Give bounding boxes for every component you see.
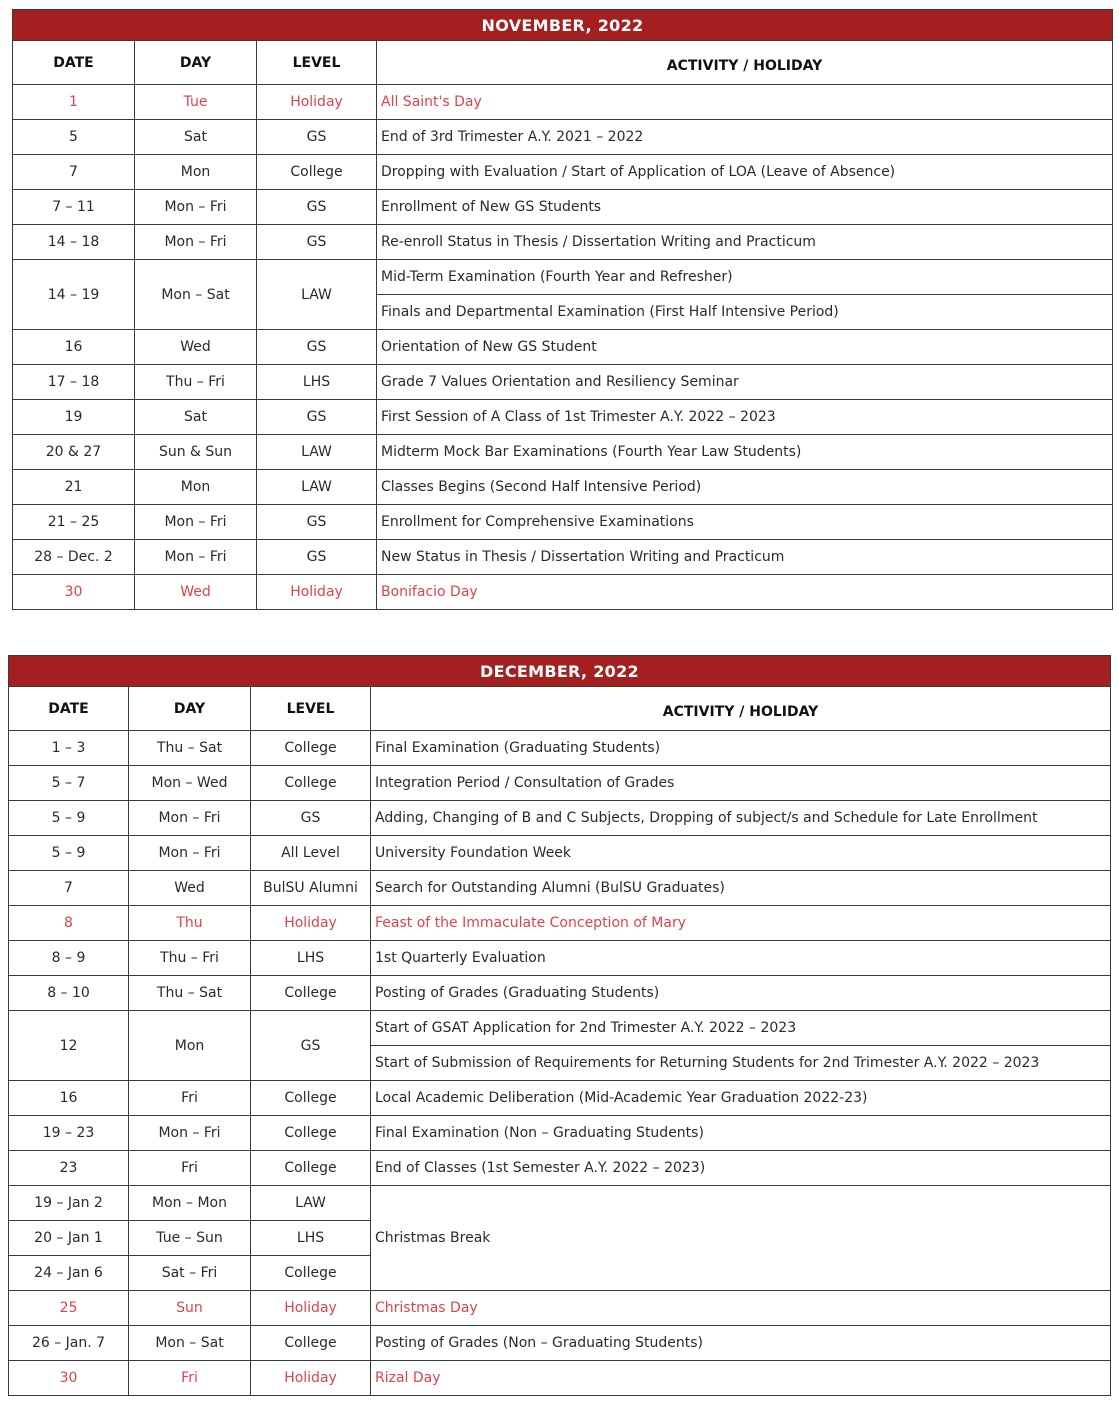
date-cell: 7 – 11: [13, 190, 135, 225]
level-cell: GS: [251, 1011, 371, 1081]
level-cell: GS: [257, 330, 377, 365]
day-cell: Wed: [129, 871, 251, 906]
activity-cell: Christmas Break: [371, 1186, 1111, 1291]
level-cell: LAW: [257, 260, 377, 330]
level-cell: LAW: [257, 470, 377, 505]
level-cell: College: [251, 1326, 371, 1361]
day-cell: Mon: [135, 155, 257, 190]
table-row: [9, 1116, 1111, 1151]
date-cell: 20 & 27: [13, 435, 135, 470]
date-cell: 30: [9, 1361, 129, 1396]
activity-cell: Dropping with Evaluation / Start of Application of LOA (Leave of Absence): [377, 155, 1113, 190]
level-cell: BulSU Alumni: [251, 871, 371, 906]
date-cell: 23: [9, 1151, 129, 1186]
day-cell: Sun & Sun: [135, 435, 257, 470]
level-cell: GS: [257, 540, 377, 575]
table-row: [13, 225, 1113, 260]
holiday-row: [13, 85, 1113, 120]
day-cell: Tue – Sun: [129, 1221, 251, 1256]
activity-cell: Local Academic Deliberation (Mid-Academic Year Graduation 2022-23): [371, 1081, 1111, 1116]
table-row: [9, 801, 1111, 836]
date-cell: 14 – 18: [13, 225, 135, 260]
table-row: [9, 1186, 1111, 1221]
date-cell: 19 – 23: [9, 1116, 129, 1151]
activity-cell: End of 3rd Trimester A.Y. 2021 – 2022: [377, 120, 1113, 155]
day-column-header: DAY: [129, 687, 251, 731]
day-cell: Mon – Sat: [129, 1326, 251, 1361]
activity-column-header: ACTIVITY / HOLIDAY: [377, 41, 1113, 85]
day-cell: Sat: [135, 120, 257, 155]
activity-cell: Adding, Changing of B and C Subjects, Dropping of subject/s and Schedule for Late Enrollment: [371, 801, 1111, 836]
activity-cell: Search for Outstanding Alumni (BulSU Graduates): [371, 871, 1111, 906]
table-row: [13, 365, 1113, 400]
day-cell: Mon: [135, 470, 257, 505]
level-cell: GS: [257, 120, 377, 155]
day-cell: Thu – Fri: [135, 365, 257, 400]
level-cell: College: [251, 1151, 371, 1186]
activity-cell: 1st Quarterly Evaluation: [371, 941, 1111, 976]
date-cell: 28 – Dec. 2: [13, 540, 135, 575]
table-row: [9, 836, 1111, 871]
date-column-header: DATE: [9, 687, 129, 731]
level-cell: College: [251, 731, 371, 766]
day-cell: Sat: [135, 400, 257, 435]
table-row: [13, 190, 1113, 225]
day-cell: Thu – Sat: [129, 976, 251, 1011]
date-cell: 5 – 9: [9, 836, 129, 871]
day-cell: Wed: [135, 330, 257, 365]
level-cell: GS: [251, 801, 371, 836]
level-cell: College: [251, 766, 371, 801]
month-title: NOVEMBER, 2022: [13, 10, 1113, 41]
date-cell: 16: [13, 330, 135, 365]
date-cell: 1 – 3: [9, 731, 129, 766]
level-cell: College: [251, 1081, 371, 1116]
day-cell: Thu – Sat: [129, 731, 251, 766]
level-cell: Holiday: [251, 1361, 371, 1396]
date-cell: 8 – 9: [9, 941, 129, 976]
table-row: [13, 260, 1113, 295]
day-cell: Mon – Fri: [135, 190, 257, 225]
table-row: [9, 1081, 1111, 1116]
date-cell: 12: [9, 1011, 129, 1081]
activity-cell: Posting of Grades (Non – Graduating Students): [371, 1326, 1111, 1361]
date-cell: 5: [13, 120, 135, 155]
date-cell: 14 – 19: [13, 260, 135, 330]
date-cell: 5 – 9: [9, 801, 129, 836]
level-cell: Holiday: [251, 1291, 371, 1326]
day-cell: Fri: [129, 1361, 251, 1396]
table-row: [9, 1151, 1111, 1186]
day-cell: Fri: [129, 1151, 251, 1186]
date-cell: 5 – 7: [9, 766, 129, 801]
holiday-row: [9, 1291, 1111, 1326]
day-cell: Mon – Wed: [129, 766, 251, 801]
activity-cell: Posting of Grades (Graduating Students): [371, 976, 1111, 1011]
table-row: [9, 731, 1111, 766]
date-cell: 30: [13, 575, 135, 610]
activity-cell: Finals and Departmental Examination (First Half Intensive Period): [377, 295, 1113, 330]
day-column-header: DAY: [135, 41, 257, 85]
table-row: [13, 400, 1113, 435]
day-cell: Mon – Fri: [129, 1116, 251, 1151]
table-row: [13, 330, 1113, 365]
date-cell: 7: [13, 155, 135, 190]
day-cell: Mon – Mon: [129, 1186, 251, 1221]
table-row: [9, 1326, 1111, 1361]
activity-cell: Christmas Day: [371, 1291, 1111, 1326]
level-cell: GS: [257, 505, 377, 540]
activity-cell: Mid-Term Examination (Fourth Year and Refresher): [377, 260, 1113, 295]
level-cell: All Level: [251, 836, 371, 871]
level-cell: Holiday: [257, 575, 377, 610]
day-cell: Mon – Fri: [129, 836, 251, 871]
level-cell: College: [251, 1116, 371, 1151]
activity-cell: Final Examination (Non – Graduating Students): [371, 1116, 1111, 1151]
holiday-row: [13, 575, 1113, 610]
activity-cell: Feast of the Immaculate Conception of Mary: [371, 906, 1111, 941]
date-cell: 8 – 10: [9, 976, 129, 1011]
activity-column-header: ACTIVITY / HOLIDAY: [371, 687, 1111, 731]
table-row: [9, 976, 1111, 1011]
month-title: DECEMBER, 2022: [9, 656, 1111, 687]
activity-cell: Integration Period / Consultation of Grades: [371, 766, 1111, 801]
level-cell: GS: [257, 400, 377, 435]
level-cell: GS: [257, 190, 377, 225]
date-cell: 25: [9, 1291, 129, 1326]
level-cell: Holiday: [251, 906, 371, 941]
activity-cell: Rizal Day: [371, 1361, 1111, 1396]
date-cell: 26 – Jan. 7: [9, 1326, 129, 1361]
level-cell: College: [257, 155, 377, 190]
table-row: [9, 871, 1111, 906]
table-row: [9, 941, 1111, 976]
table-row: [13, 120, 1113, 155]
date-cell: 19 – Jan 2: [9, 1186, 129, 1221]
table-row: [13, 155, 1113, 190]
activity-cell: New Status in Thesis / Dissertation Writing and Practicum: [377, 540, 1113, 575]
activity-cell: Midterm Mock Bar Examinations (Fourth Year Law Students): [377, 435, 1113, 470]
table-row: [13, 435, 1113, 470]
date-column-header: DATE: [13, 41, 135, 85]
activity-cell: Start of GSAT Application for 2nd Trimester A.Y. 2022 – 2023: [371, 1011, 1111, 1046]
november-calendar-table: [12, 9, 1113, 610]
date-cell: 21: [13, 470, 135, 505]
day-cell: Tue: [135, 85, 257, 120]
table-row: [9, 766, 1111, 801]
holiday-row: [9, 1361, 1111, 1396]
day-cell: Thu – Fri: [129, 941, 251, 976]
activity-cell: Classes Begins (Second Half Intensive Period): [377, 470, 1113, 505]
activity-cell: First Session of A Class of 1st Trimester A.Y. 2022 – 2023: [377, 400, 1113, 435]
activity-cell: Enrollment of New GS Students: [377, 190, 1113, 225]
table-row: [13, 505, 1113, 540]
level-cell: College: [251, 1256, 371, 1291]
activity-cell: Enrollment for Comprehensive Examinations: [377, 505, 1113, 540]
holiday-row: [9, 906, 1111, 941]
day-cell: Thu: [129, 906, 251, 941]
day-cell: Sat – Fri: [129, 1256, 251, 1291]
level-cell: LAW: [251, 1186, 371, 1221]
december-calendar-table: [8, 655, 1111, 1396]
activity-cell: Bonifacio Day: [377, 575, 1113, 610]
activity-cell: Re-enroll Status in Thesis / Dissertation Writing and Practicum: [377, 225, 1113, 260]
activity-cell: All Saint's Day: [377, 85, 1113, 120]
activity-cell: End of Classes (1st Semester A.Y. 2022 – 2023): [371, 1151, 1111, 1186]
day-cell: Mon: [129, 1011, 251, 1081]
date-cell: 1: [13, 85, 135, 120]
date-cell: 21 – 25: [13, 505, 135, 540]
date-cell: 20 – Jan 1: [9, 1221, 129, 1256]
date-cell: 8: [9, 906, 129, 941]
date-cell: 7: [9, 871, 129, 906]
date-cell: 16: [9, 1081, 129, 1116]
level-column-header: LEVEL: [257, 41, 377, 85]
date-cell: 19: [13, 400, 135, 435]
level-cell: College: [251, 976, 371, 1011]
day-cell: Mon – Fri: [129, 801, 251, 836]
level-cell: LHS: [257, 365, 377, 400]
level-cell: LHS: [251, 1221, 371, 1256]
table-row: [13, 470, 1113, 505]
level-cell: GS: [257, 225, 377, 260]
activity-cell: Orientation of New GS Student: [377, 330, 1113, 365]
activity-cell: Start of Submission of Requirements for Returning Students for 2nd Trimester A.Y. 2022 – 2023: [371, 1046, 1111, 1081]
level-cell: LHS: [251, 941, 371, 976]
activity-cell: Grade 7 Values Orientation and Resiliency Seminar: [377, 365, 1113, 400]
date-cell: 24 – Jan 6: [9, 1256, 129, 1291]
level-column-header: LEVEL: [251, 687, 371, 731]
activity-cell: Final Examination (Graduating Students): [371, 731, 1111, 766]
level-cell: LAW: [257, 435, 377, 470]
table-row: [9, 1011, 1111, 1046]
activity-cell: University Foundation Week: [371, 836, 1111, 871]
day-cell: Sun: [129, 1291, 251, 1326]
table-row: [13, 540, 1113, 575]
day-cell: Mon – Fri: [135, 225, 257, 260]
day-cell: Mon – Sat: [135, 260, 257, 330]
day-cell: Fri: [129, 1081, 251, 1116]
date-cell: 17 – 18: [13, 365, 135, 400]
day-cell: Mon – Fri: [135, 540, 257, 575]
day-cell: Mon – Fri: [135, 505, 257, 540]
day-cell: Wed: [135, 575, 257, 610]
level-cell: Holiday: [257, 85, 377, 120]
